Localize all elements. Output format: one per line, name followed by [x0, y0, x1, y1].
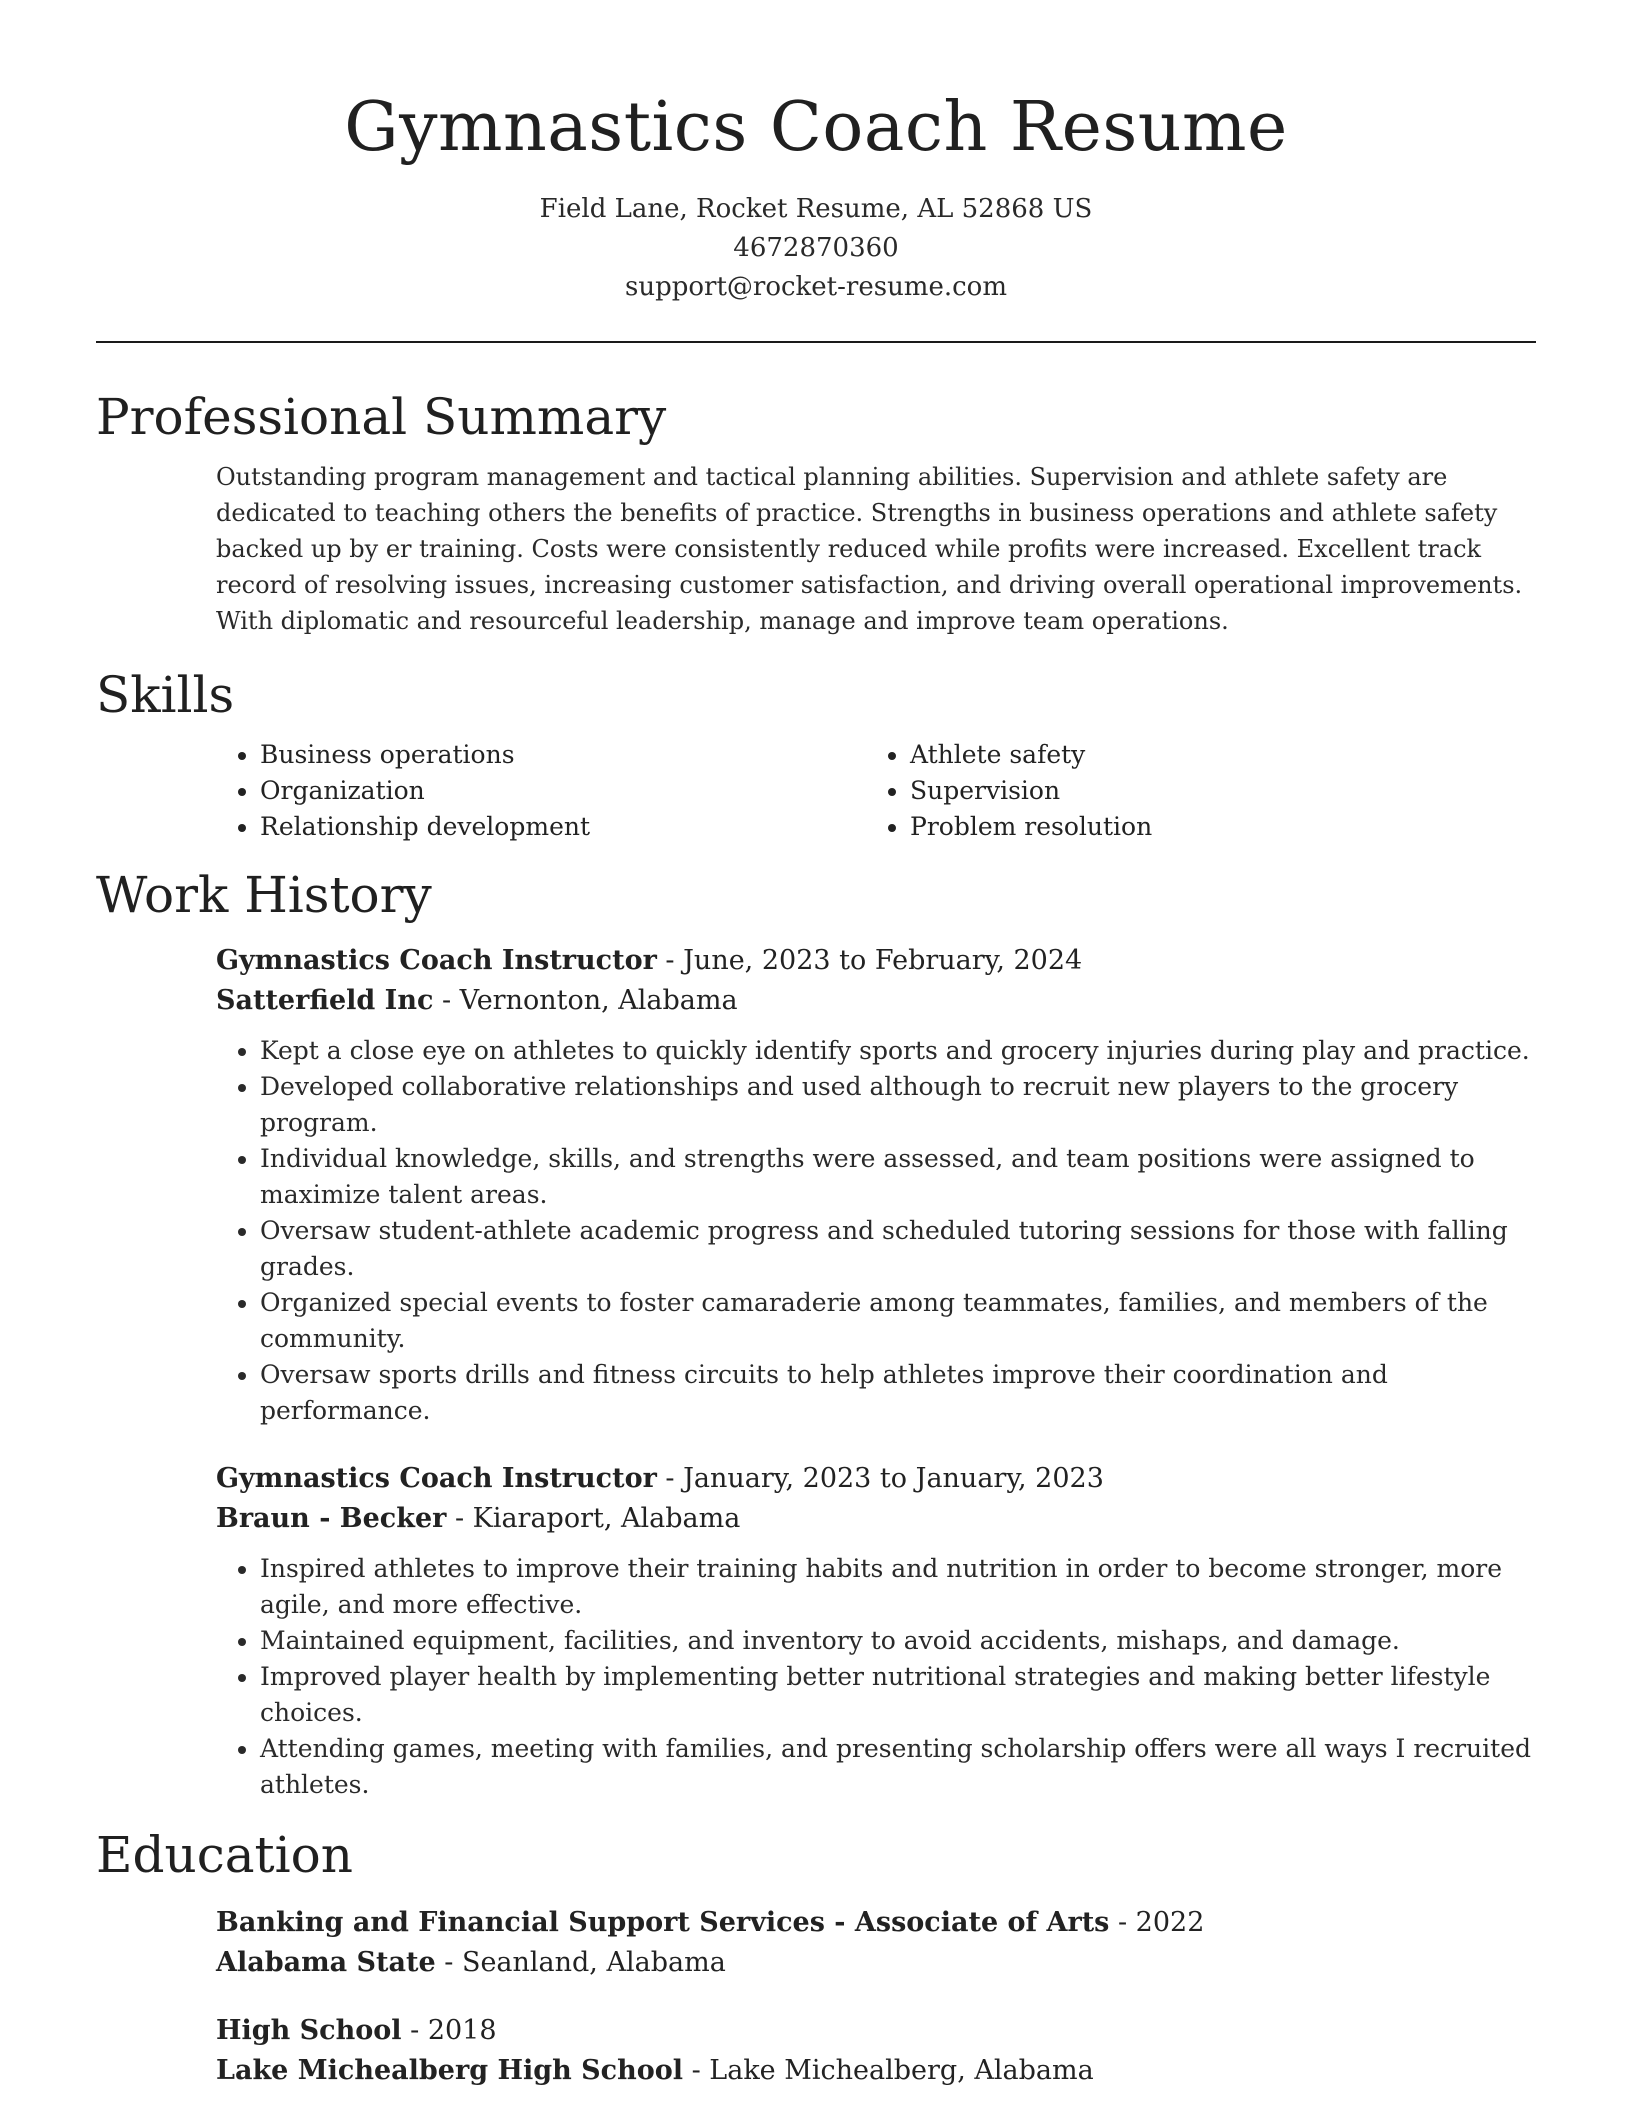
contact-email: support@rocket-resume.com	[624, 272, 1007, 302]
education-entry	[216, 2011, 1536, 2091]
education-year: - 2018	[401, 2015, 497, 2046]
skill-item: • Problem resolution	[910, 809, 1516, 845]
summary-heading: Professional Summary	[96, 388, 667, 446]
job-bullet: • Developed collaborative relationships and used although to recruit new players to the grocery program.	[260, 1069, 1550, 1141]
skills-column-right	[866, 737, 1516, 845]
education-year: - 2022	[1109, 1907, 1205, 1938]
education-school-line	[216, 1943, 1536, 1983]
job-bullet: • Attending games, meeting with families, and presenting scholarship offers were all ways I recruited athletes.	[260, 1731, 1550, 1803]
skill-item: • Relationship development	[260, 809, 866, 845]
job-company: Satterfield Inc	[216, 985, 434, 1016]
work-history-heading: Work History	[96, 866, 432, 924]
job-entry	[216, 941, 1536, 1429]
summary-text: Outstanding program management and tactical planning abilities. Supervision and athlete safety are dedicated to teaching others the benefits of practice. Strengths in business operations and athlete safety backed up by er training. Costs were consistently reduced while profits were increased. Excellent track record of resolving issues, increasing customer satisfaction, and driving overall operational improvements. With diplomatic and resourceful leadership, manage and improve team operations.	[216, 463, 1523, 635]
skills-list	[216, 737, 1536, 845]
job-position: Gymnastics Coach Instructor	[216, 1463, 657, 1494]
job-company: Braun - Becker	[216, 1503, 447, 1534]
job-bullets	[216, 1033, 1550, 1429]
skill-item: • Organization	[260, 773, 866, 809]
job-bullet: • Maintained equipment, facilities, and inventory to avoid accidents, mishaps, and damage.	[260, 1623, 1550, 1659]
job-title-line	[216, 1459, 1536, 1499]
skill-item: • Athlete safety	[910, 737, 1516, 773]
job-location: - Vernonton, Alabama	[433, 985, 738, 1016]
header-divider	[96, 341, 1536, 343]
skills-column-left	[216, 737, 866, 845]
education-location: - Lake Michealberg, Alabama	[683, 2055, 1094, 2086]
job-title-line	[216, 941, 1536, 981]
job-bullets	[216, 1551, 1550, 1803]
education-heading: Education	[96, 1826, 353, 1884]
job-bullet: • Kept a close eye on athletes to quickly identify sports and grocery injuries during play and practice.	[260, 1033, 1550, 1069]
job-bullet: • Organized special events to foster camaraderie among teammates, families, and members of the community.	[260, 1285, 1550, 1357]
resume-title: Gymnastics Coach Resume	[344, 88, 1288, 167]
education-school-line	[216, 2051, 1536, 2091]
job-dates: - January, 2023 to January, 2023	[656, 1463, 1104, 1494]
job-bullet: • Improved player health by implementing better nutritional strategies and making better lifestyle choices.	[260, 1659, 1550, 1731]
education-degree-line	[216, 2011, 1536, 2051]
education-location: - Seanland, Alabama	[435, 1947, 726, 1978]
education-degree: Banking and Financial Support Services - Associate of Arts	[216, 1907, 1110, 1938]
job-company-line	[216, 981, 1536, 1021]
contact-phone: 4672870360	[733, 233, 899, 263]
education-school: Lake Michealberg High School	[216, 2055, 683, 2086]
job-company-line	[216, 1499, 1536, 1539]
job-bullet: • Inspired athletes to improve their training habits and nutrition in order to become stronger, more agile, and more effective.	[260, 1551, 1550, 1623]
skill-item: • Supervision	[910, 773, 1516, 809]
job-entry	[216, 1459, 1536, 1803]
job-location: - Kiaraport, Alabama	[446, 1503, 741, 1534]
job-position: Gymnastics Coach Instructor	[216, 945, 657, 976]
job-bullet: • Individual knowledge, skills, and strengths were assessed, and team positions were assigned to maximize talent areas.	[260, 1141, 1550, 1213]
education-degree-line	[216, 1903, 1536, 1943]
education-school: Alabama State	[216, 1947, 436, 1978]
resume-page	[96, 0, 1536, 2091]
education-entry	[216, 1903, 1536, 1983]
job-bullet: • Oversaw student-athlete academic progress and scheduled tutoring sessions for those with falling grades.	[260, 1213, 1550, 1285]
skills-heading: Skills	[96, 666, 235, 724]
skill-item: • Business operations	[260, 737, 866, 773]
education-degree: High School	[216, 2015, 402, 2046]
contact-block	[96, 190, 1536, 307]
contact-address: Field Lane, Rocket Resume, AL 52868 US	[539, 194, 1093, 224]
job-bullet: • Oversaw sports drills and fitness circuits to help athletes improve their coordination and performance.	[260, 1357, 1550, 1429]
job-dates: - June, 2023 to February, 2024	[656, 945, 1083, 976]
